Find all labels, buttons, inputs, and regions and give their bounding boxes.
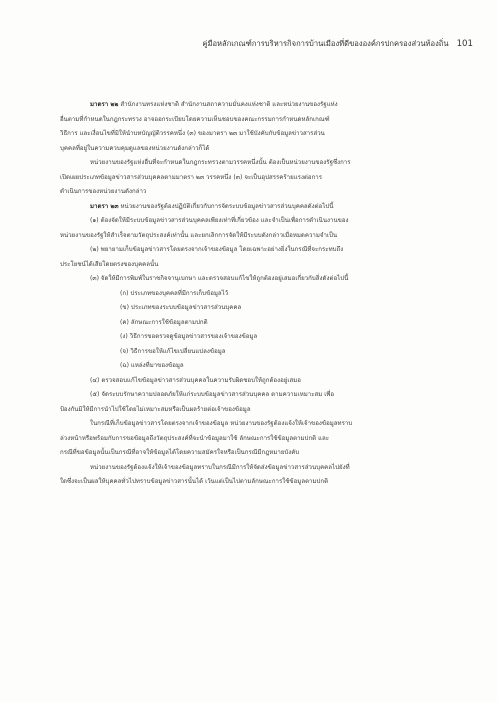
line-text: (๔) ตรวจสอบแก้ไขข้อมูลข่าวสารส่วนบุคคลในความรับผิดชอบให้ถูกต้องอยู่เสมอ [90, 376, 301, 384]
line-text: เปิดเผยประเภทข้อมูลข่าวสารส่วนบุคคลตามมาตรา ๒๓ วรรคหนึ่ง (๓) จะเป็นอุปสรรคร้ายแรงต่อการ [60, 173, 323, 181]
text-line [60, 374, 448, 389]
line-text: หน่วยงานของรัฐต้องปฏิบัติเกี่ยวกับการจัดระบบข้อมูลข่าวสารส่วนบุคคลดังต่อไปนี้ [118, 202, 334, 210]
line-text: หน่วยงานของรัฐแห่งอื่นที่จะกำหนดในกฎกระทรวงตามวรรคหนึ่งนั้น ต้องเป็นหน่วยงานของรัฐซึ่งการ [90, 159, 351, 166]
text-line [60, 388, 448, 403]
text-line [60, 403, 448, 418]
text-line [60, 200, 448, 215]
text-line [60, 316, 448, 331]
text-line [60, 185, 448, 200]
line-text: ป้องกันมิให้มีการนำไปใช้โดยไม่เหมาะสมหรือเป็นผลร้ายต่อเจ้าของข้อมูล [60, 405, 251, 413]
text-line [60, 330, 448, 345]
line-text: สำนักงานทรงแห่งชาติ สำนักงานสถาความมั่นคงแห่งชาติ และหน่วยงานของรัฐแห่ง [118, 101, 338, 108]
line-text: (ข) ประเภทของระบบข้อมูลข่าวสารส่วนบุคคล [120, 304, 242, 311]
line-text: (๑) ต้องจัดให้มีระบบข้อมูลข่าวสารส่วนบุคคลเพียงเท่าที่เกี่ยวข้อง และจำเป็นเพื่อการดำเนินงานของ [90, 217, 349, 224]
text-line [60, 461, 448, 476]
text-line [60, 272, 448, 287]
text-line [60, 214, 448, 229]
line-text: วิธีการ และเงื่อนไขที่มิให้นำบทบัญญัติวรรคหนึ่ง (๓) ของมาตรา ๒๓ มาใช้บังคับกับข้อมูลข่าวสารส่วน [60, 130, 325, 137]
running-header [60, 38, 473, 50]
text-line [60, 359, 448, 374]
line-text: กรณีที่ขอข้อมูลนั้นเป็นกรณีที่อาจให้ข้อมูลได้โดยความสมัครใจหรือเป็นกรณีมีกฎหมายบังคับ [60, 449, 300, 456]
line-text: ดำเนินการของหน่วยงานดังกล่าว [60, 188, 147, 195]
line-text: (ง) วิธีการขอตรวจดูข้อมูลข่าวสารของเจ้าของข้อมูล [120, 333, 258, 340]
line-text: (ก) ประเภทของบุคคลที่มีการเก็บข้อมูลไว้ [120, 289, 229, 297]
text-line [60, 475, 448, 490]
text-line [60, 243, 448, 258]
text-line [60, 127, 448, 142]
line-text: หน่วยงานของรัฐให้สำเร็จตามวัตถุประสงค์เท่านั้น และยกเลิกการจัดให้มีระบบดังกล่าวเมื่อหมดความจำเป็น [60, 231, 338, 239]
text-line [60, 171, 448, 186]
section-label: มาตรา ๒๓ [90, 202, 119, 210]
line-text: ล่วงหน้าหรือพร้อมกับการขอข้อมูลถึงวัตถุประสงค์ที่จะนำข้อมูลมาใช้ ลักษณะการใช้ข้อมูลตามปกติ และ [60, 434, 330, 442]
text-line [60, 345, 448, 360]
section-label: มาตรา ๒๒ [90, 101, 119, 108]
line-text: (จ) วิธีการขอให้แก้ไขเปลี่ยนแปลงข้อมูล [120, 347, 226, 355]
line-text: หน่วยงานของรัฐต้องแจ้งให้เจ้าของข้อมูลทราบในกรณีมีการให้จัดส่งข้อมูลข่าวสารส่วนบุคคลไปยังที่ [90, 463, 350, 471]
line-text: (ฉ) แหล่งที่มาของข้อมูล [120, 362, 184, 369]
text-line [60, 142, 448, 157]
text-line [60, 417, 448, 432]
page-number: 101 [456, 39, 473, 49]
body-text [60, 98, 448, 490]
text-line [60, 287, 448, 302]
line-text: (๓) จัดให้มีการพิมพ์ในราชกิจจานุเบกษา และตรวจสอบแก้ไขให้ถูกต้องอยู่เสมอเกี่ยวกับสิ่งดังต่อไปนี้ [90, 275, 349, 282]
line-text: ในกรณีที่เก็บข้อมูลข่าวสารโดยตรงจากเจ้าของข้อมูล หน่วยงานของรัฐต้องแจ้งให้เจ้าของข้อมูลทราบ [90, 420, 353, 427]
text-line [60, 258, 448, 273]
text-line [60, 432, 448, 447]
line-text: ประโยชน์ได้เสียโดยตรงของบุคคลนั้น [60, 260, 159, 268]
text-line [60, 229, 448, 244]
line-text: (๕) จัดระบบรักษาความปลอดภัยให้แก่ระบบข้อมูลข่าวสารส่วนบุคคล ตามความเหมาะสม เพื่อ [90, 391, 335, 398]
text-line [60, 301, 448, 316]
line-text: ใดซึ่งจะเป็นผลให้บุคคลทั่วไปทราบข้อมูลข่าวสารนั้นได้ เว้นแต่เป็นไปตามลักษณะการใช้ข้อมูลตามปกติ [60, 478, 329, 485]
line-text: (ค) ลักษณะการใช้ข้อมูลตามปกติ [120, 318, 208, 326]
line-text: บุคคลที่อยู่ในความควบคุมดูแลของหน่วยงานดังกล่าวก็ได้ [60, 144, 210, 152]
text-line [60, 98, 448, 113]
header-title: คู่มือหลักเกณฑ์การบริหารกิจการบ้านเมืองที่ดีขององค์กรปกครองส่วนท้องถิ่น [202, 39, 449, 48]
text-line [60, 156, 448, 171]
line-text: อื่นตามที่กำหนดในกฎกระทรวง อาจออกระเบียบโดยความเห็นชอบของคณะกรรมการกำหนดหลักเกณฑ์ [60, 115, 330, 123]
text-line [60, 446, 448, 461]
text-line [60, 113, 448, 128]
line-text: (๒) พยายามเก็บข้อมูลข่าวสารโดยตรงจากเจ้าของข้อมูล โดยเฉพาะอย่างยิ่งในกรณีที่จะกระทบถึง [90, 246, 344, 253]
